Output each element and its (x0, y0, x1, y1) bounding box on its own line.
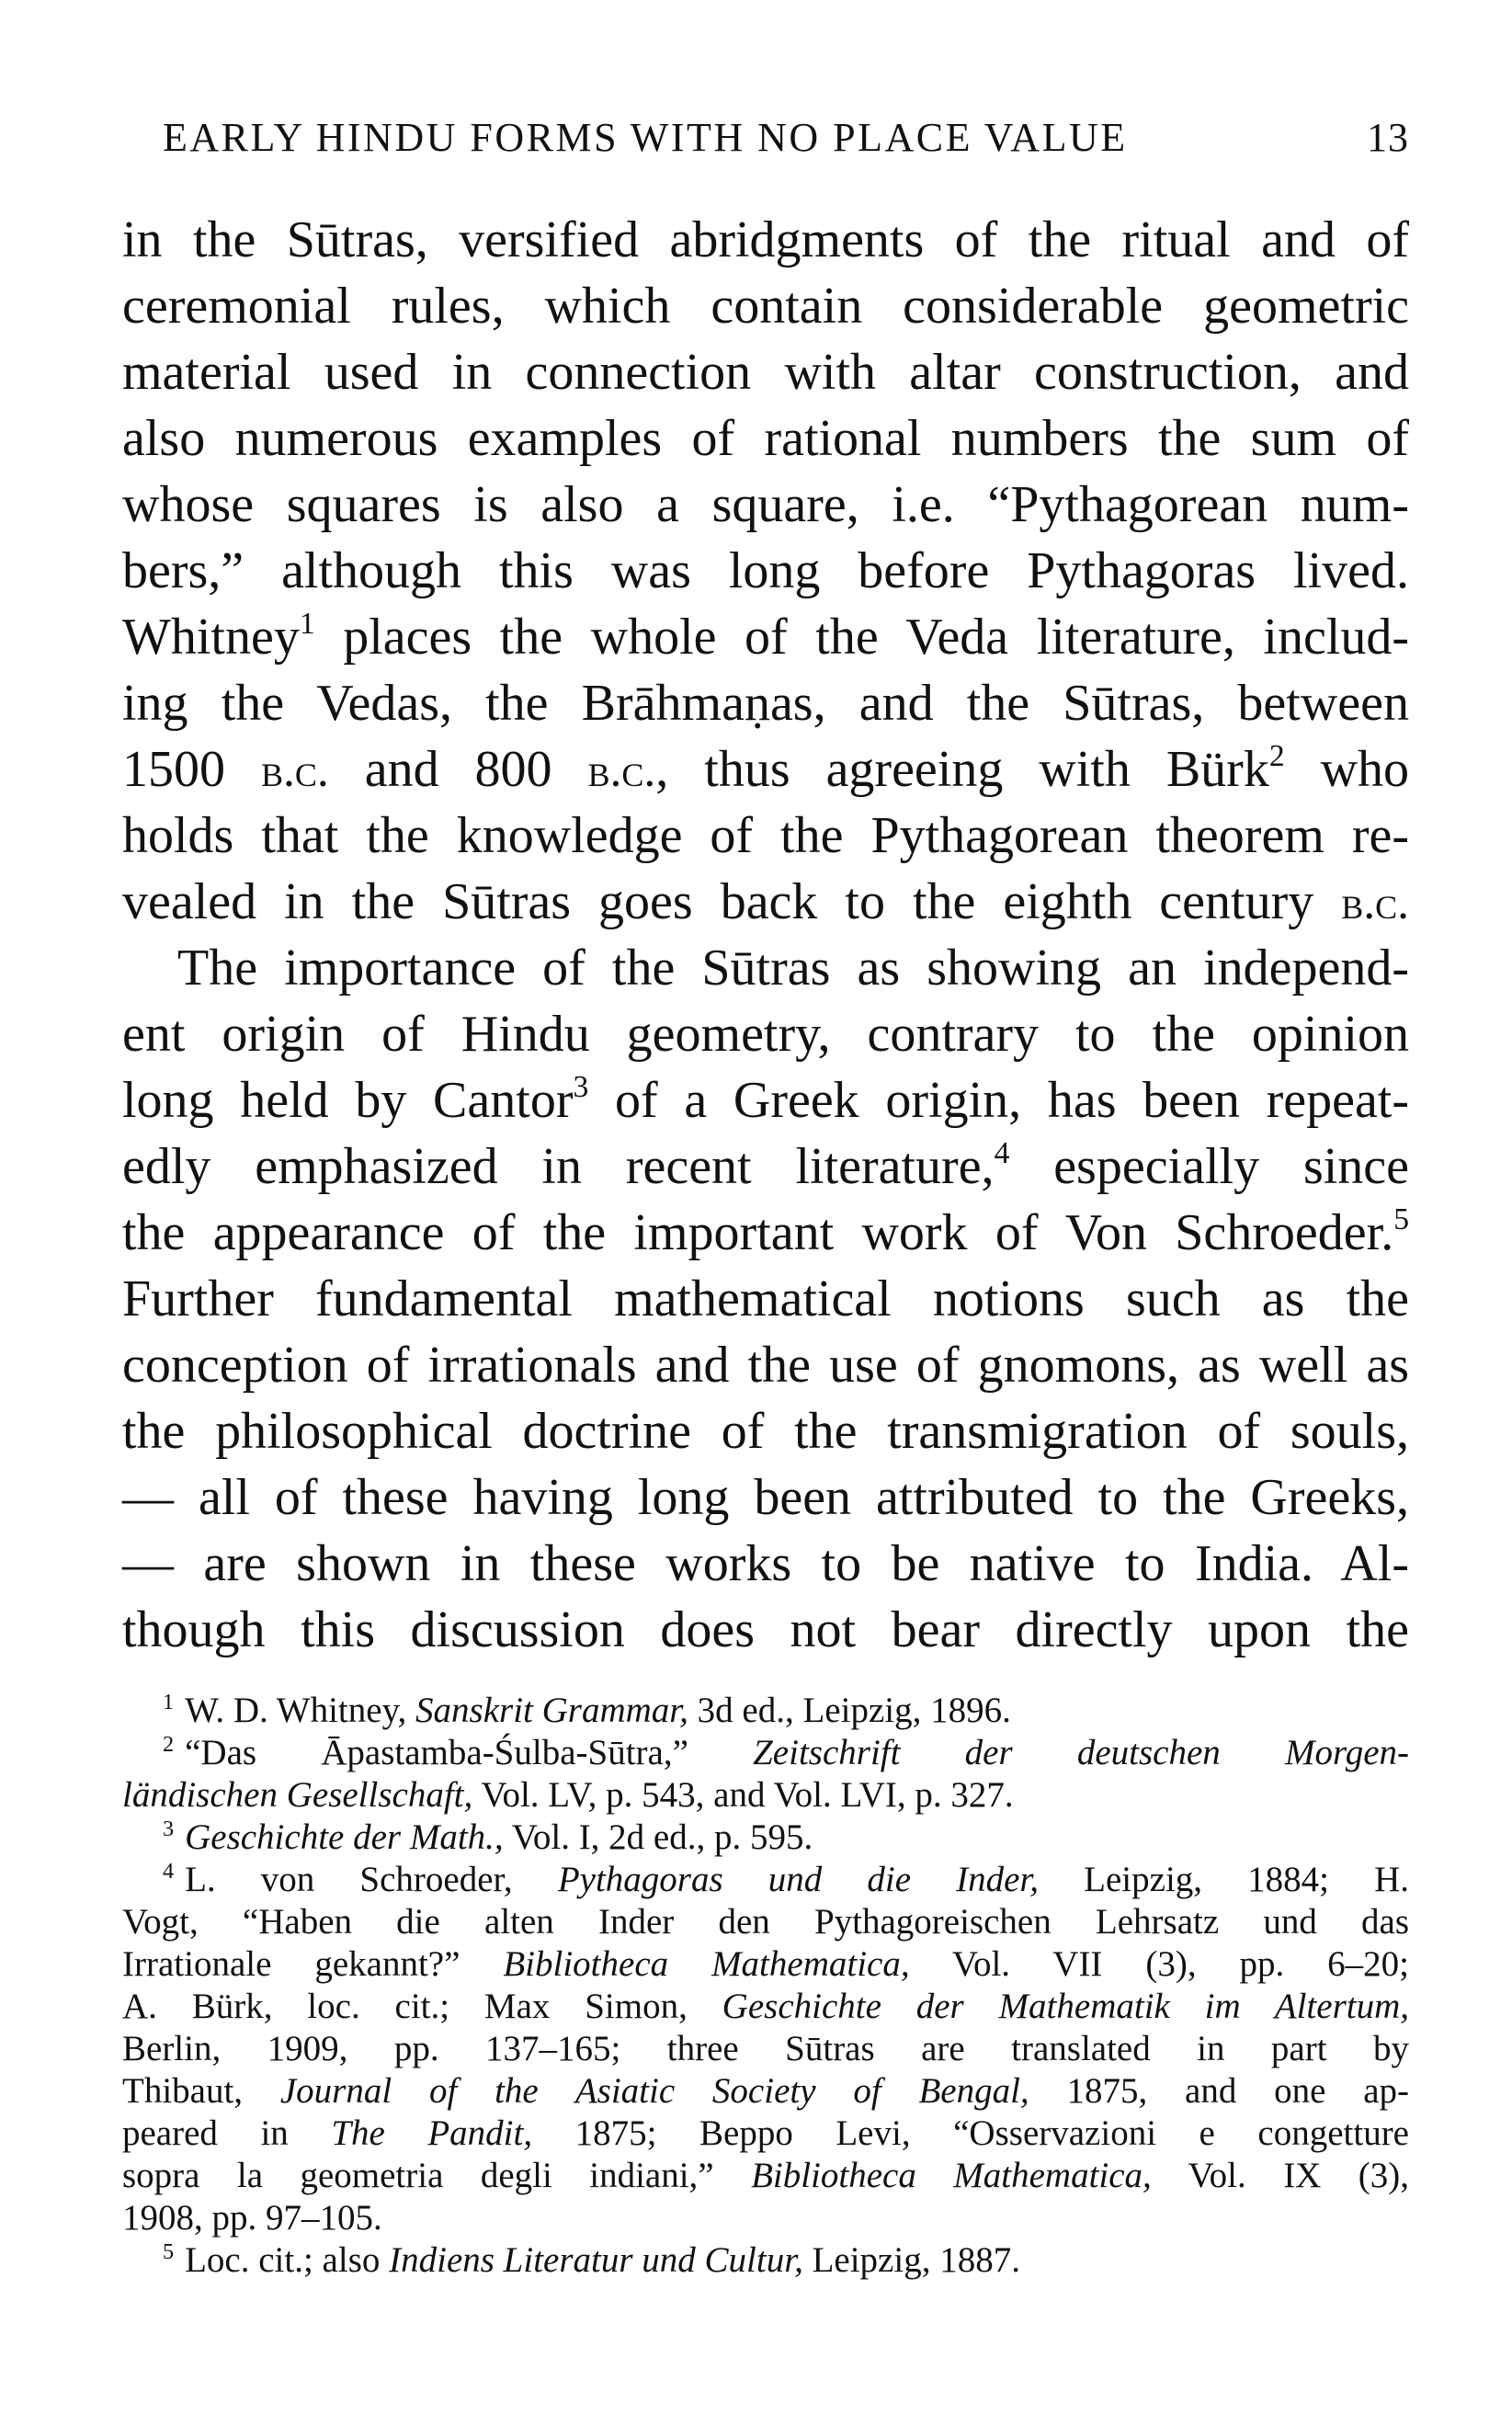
page-number: 13 (1367, 115, 1409, 160)
text-line: the philosophical doctrine of the transmigration of souls, (122, 1403, 1409, 1460)
footnote-ref-1: 1 (299, 607, 315, 642)
text-line: ceremonial rules, which contain considerable geometric (122, 278, 1409, 335)
text-line: The importance of the Sūtras as showing an independ- (177, 940, 1409, 997)
text-line: ent origin of Hindu geometry, contrary to the opinion (122, 1006, 1409, 1063)
footnote-ref-2: 2 (1268, 739, 1285, 774)
text-line: though this discussion does not bear directly upon the (122, 1601, 1409, 1658)
footnote-3: $^3$ Geschichte der Math., Vol. I, 2d ed., p. 595. (163, 1816, 813, 1857)
text-line: vealed in the Sūtras goes back to the eighth century b.c. (122, 873, 1410, 930)
footnote-4-cont: sopra la geometria degli indiani,” Bibliotheca Mathematica, Vol. IX (3), (122, 2156, 1410, 2195)
text-line: in the Sūtras, versified abridgments of the ritual and of (122, 211, 1409, 268)
footnote-1: $^1$ W. D. Whitney, Sanskrit Grammar, 3d ed., Leipzig, 1896. (163, 1689, 1011, 1730)
text-line: whose squares is also a square, i.e. “Pythagorean num- (122, 476, 1409, 533)
footnote-4-cont: Berlin, 1909, pp. 137–165; three Sūtras are translated in part by (122, 2029, 1409, 2068)
text-line: material used in connection with altar construction, and (122, 344, 1409, 401)
text-line: Whitney$^1$ places the whole of the Veda literature, includ- (122, 607, 1409, 666)
footnote-ref-5: 5 (1393, 1202, 1409, 1237)
text-line: edly emphasized in recent literature,$^4$ especially since (122, 1136, 1409, 1195)
footnote-4-cont: 1908, pp. 97–105. (122, 2198, 382, 2238)
footnote-4-cont: Vogt, “Haben die alten Inder den Pythagoreischen Lehrsatz und das (122, 1902, 1409, 1942)
text-line: — are shown in these works to be native to India. Al- (122, 1535, 1409, 1592)
footnote-4-cont: Thibaut, Journal of the Asiatic Society of Bengal, 1875, and one ap- (122, 2071, 1410, 2111)
footnote-4-cont: peared in The Pandit, 1875; Beppo Levi, “Osservazioni e congetture (122, 2113, 1409, 2153)
text-line: conception of irrationals and the use of gnomons, as well as (122, 1337, 1409, 1394)
footnote-5: $^5$ Loc. cit.; also Indiens Literatur und Cultur, Leipzig, 1887. (163, 2238, 1020, 2280)
footnotes (122, 1690, 1409, 2282)
footnote-4-cont: Irrationale gekannt?” Bibliotheca Mathematica, Vol. VII (3), pp. 6–20; (122, 1944, 1410, 1984)
text-line: 1500 b.c. and 800 b.c., thus agreeing with Bürk$^2$ who (122, 739, 1410, 798)
running-title: EARLY HINDU FORMS WITH NO PLACE VALUE (163, 115, 1128, 160)
text-line: long held by Cantor$^3$ of a Greek origin, has been repeat- (122, 1070, 1410, 1129)
text-line: bers,” although this was long before Pythagoras lived. (122, 542, 1409, 599)
footnote-ref-4: 4 (994, 1136, 1010, 1171)
footnote-4: $^4$ L. von Schroeder, Pythagoras und die Inder, Leipzig, 1884; H. (163, 1858, 1410, 1899)
text-line: Further fundamental mathematical notions such as the (122, 1270, 1409, 1327)
footnote-2: $^2$ “Das Āpastamba-Śulba-Sūtra,” Zeitschrift der deutschen Morgen- (163, 1731, 1409, 1772)
text-line: the appearance of the important work of Von Schroeder.$^5$ (122, 1202, 1409, 1261)
main-text (122, 207, 1409, 1663)
running-header (163, 115, 1409, 160)
footnote-ref-3: 3 (573, 1070, 589, 1105)
text-line: ing the Vedas, the Brāhmaṇas, and the Sūtras, between (122, 675, 1409, 732)
text-line: also numerous examples of rational numbers the sum of (122, 410, 1409, 467)
text-line: holds that the knowledge of the Pythagorean theorem re- (122, 807, 1409, 864)
footnote-4-cont: A. Bürk, loc. cit.; Max Simon, Geschichte der Mathematik im Altertum, (122, 1987, 1410, 2026)
text-line: — all of these having long been attributed to the Greeks, (122, 1469, 1409, 1526)
footnote-2-cont: ländischen Gesellschaft, Vol. LV, p. 543, and Vol. LVI, p. 327. (122, 1775, 1014, 1815)
